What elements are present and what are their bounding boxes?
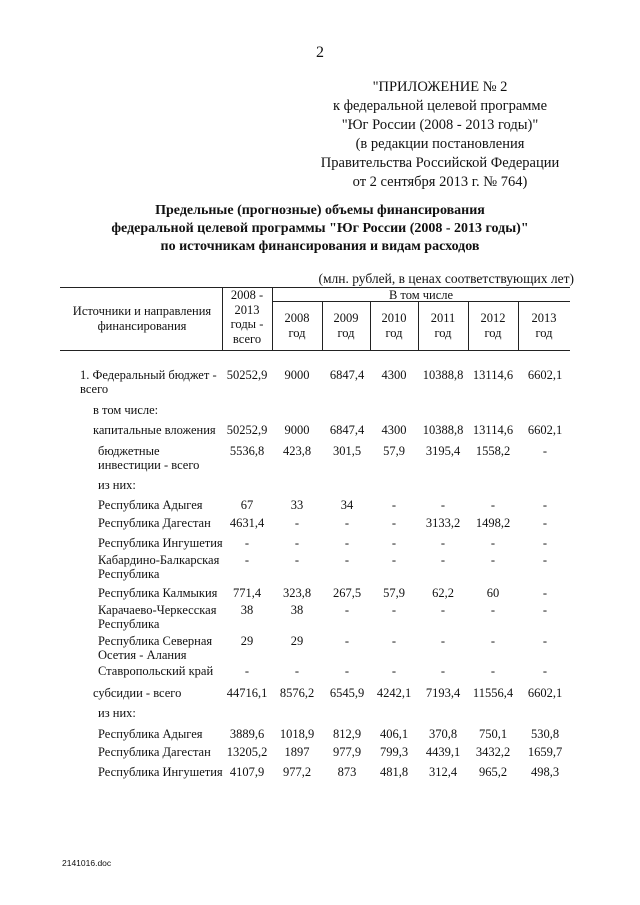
cell-year: 323,8 (282, 586, 312, 600)
cell-year: - (542, 603, 548, 617)
cell-year: 13114,6 (472, 423, 514, 437)
row-label (98, 553, 219, 581)
cell-year: 873 (337, 765, 357, 779)
cell-year: - (542, 553, 548, 567)
cell-total: 4107,9 (229, 765, 265, 779)
row-label (98, 765, 223, 779)
cell-year: 1558,2 (475, 444, 511, 458)
cell-year: - (391, 634, 397, 648)
cell-year: - (344, 516, 350, 530)
cell-year: 62,2 (432, 586, 454, 600)
appendix-line: Правительства Российской Федерации (320, 155, 560, 171)
row-label (98, 516, 211, 530)
row-label (98, 745, 211, 759)
row-label (93, 686, 181, 700)
row-label (93, 403, 158, 417)
cell-total: 38 (240, 603, 254, 617)
row-label-line: 1. Федеральный бюджет - (80, 368, 217, 382)
cell-year: 1659,7 (527, 745, 563, 759)
cell-year: 301,5 (332, 444, 362, 458)
cell-year: 4300 (381, 368, 407, 382)
cell-total: - (244, 553, 250, 567)
cell-year: 60 (486, 586, 500, 600)
cell-year: - (542, 634, 548, 648)
cell-year: 4439,1 (425, 745, 461, 759)
row-label-line: Республика Адыгея (98, 727, 203, 741)
cell-year: 10388,8 (422, 368, 464, 382)
cell-year: - (542, 664, 548, 678)
cell-total: 50252,9 (226, 368, 268, 382)
cell-year: 1018,9 (279, 727, 315, 741)
cell-year: - (391, 664, 397, 678)
cell-year: 423,8 (282, 444, 312, 458)
cell-year: 481,8 (379, 765, 409, 779)
row-label-line: Республика (98, 617, 160, 631)
header-year-unit: год (484, 326, 502, 340)
appendix-block (300, 78, 580, 192)
row-label-line: из них: (98, 478, 136, 492)
cell-year: 498,3 (530, 765, 560, 779)
cell-year: 38 (290, 603, 304, 617)
cell-year: 6602,1 (527, 423, 563, 437)
header-year (518, 311, 570, 341)
row-label-line: в том числе: (93, 403, 159, 417)
header-total-line: 2013 (234, 302, 260, 317)
cell-total: - (244, 664, 250, 678)
document-title (60, 202, 580, 256)
cell-year: 799,3 (379, 745, 409, 759)
row-label-line: Республика Адыгея (98, 498, 203, 512)
file-footer: 2141016.doc (62, 858, 112, 868)
cell-year: - (490, 603, 496, 617)
cell-year: 7193,4 (425, 686, 461, 700)
header-bottom-rule (60, 350, 570, 351)
header-total (222, 288, 272, 346)
cell-year: - (294, 536, 300, 550)
row-label (98, 478, 136, 492)
row-label (98, 664, 213, 678)
cell-year: 812,9 (332, 727, 362, 741)
cell-year: 370,8 (428, 727, 458, 741)
header-year-value: 2013 (531, 311, 557, 325)
cell-year: - (391, 603, 397, 617)
cell-year: - (542, 536, 548, 550)
row-label-line: Республика Дагестан (98, 745, 211, 759)
row-label-line: Осетия - Алания (98, 648, 187, 662)
header-source-line: Источники и направления (72, 304, 212, 318)
cell-year: 33 (290, 498, 304, 512)
appendix-line: "ПРИЛОЖЕНИЕ № 2 (372, 79, 508, 95)
cell-year: 57,9 (383, 444, 405, 458)
row-label-line: из них: (98, 706, 136, 720)
cell-year: 977,9 (332, 745, 362, 759)
cell-year: - (490, 664, 496, 678)
header-year-value: 2010 (381, 311, 407, 325)
cell-year: 29 (290, 634, 304, 648)
header-year (418, 311, 468, 341)
cell-year: - (294, 516, 300, 530)
cell-year: - (344, 553, 350, 567)
cell-year: 530,8 (530, 727, 560, 741)
cell-year: - (440, 498, 446, 512)
cell-year: - (490, 553, 496, 567)
header-year-unit: год (535, 326, 553, 340)
header-year-unit: год (337, 326, 355, 340)
cell-year: - (440, 634, 446, 648)
cell-total: 50252,9 (226, 423, 268, 437)
cell-year: - (391, 516, 397, 530)
row-label-line: субсидии - всего (93, 686, 182, 700)
header-year (272, 311, 322, 341)
cell-year: - (391, 498, 397, 512)
cell-year: 750,1 (478, 727, 508, 741)
header-year (370, 311, 418, 341)
row-label-line: Карачаево-Черкесская (98, 603, 217, 617)
cell-year: 3195,4 (425, 444, 461, 458)
header-total-line: годы - (230, 317, 264, 331)
row-label (98, 634, 212, 662)
row-label-line: Республика Дагестан (98, 516, 211, 530)
cell-year: - (344, 603, 350, 617)
header-year-value: 2009 (333, 311, 359, 325)
cell-year: 9000 (284, 368, 310, 382)
row-label-line: Кабардино-Балкарская (98, 553, 220, 567)
cell-year: 6602,1 (527, 686, 563, 700)
appendix-line: от 2 сентября 2013 г. № 764) (352, 174, 528, 190)
row-label (98, 586, 217, 600)
cell-year: 406,1 (379, 727, 409, 741)
header-year-value: 2011 (430, 311, 456, 325)
cell-year: - (542, 444, 548, 458)
appendix-line: к федеральной целевой программе (332, 98, 548, 114)
cell-total: 4631,4 (229, 516, 265, 530)
cell-year: 4242,1 (376, 686, 412, 700)
header-year-value: 2012 (480, 311, 506, 325)
appendix-line: (в редакции постановления (355, 136, 525, 152)
row-label (80, 368, 217, 396)
cell-year: - (542, 586, 548, 600)
cell-year: 34 (340, 498, 354, 512)
cell-year: - (490, 536, 496, 550)
row-label-line: Республика Северная (98, 634, 213, 648)
cell-year: 57,9 (383, 586, 405, 600)
cell-year: - (440, 603, 446, 617)
cell-year: 11556,4 (472, 686, 514, 700)
row-label (98, 603, 216, 631)
title-line: Предельные (прогнозные) объемы финансирования (155, 203, 485, 218)
title-line: по источникам финансирования и видам расходов (160, 239, 480, 254)
header-source-line: финансирования (97, 319, 187, 333)
cell-year: 10388,8 (422, 423, 464, 437)
cell-total: 13205,2 (226, 745, 268, 759)
page-number: 2 (316, 44, 324, 61)
cell-year: - (344, 634, 350, 648)
cell-year: - (294, 664, 300, 678)
row-label-line: капитальные вложения (93, 423, 216, 437)
cell-year: - (440, 536, 446, 550)
cell-year: - (294, 553, 300, 567)
header-in-that-number: В том числе (388, 288, 454, 302)
header-total-line: 2008 - (230, 288, 264, 302)
header-total-line: всего (232, 331, 262, 346)
cell-year: - (542, 498, 548, 512)
units-note: (млн. рублей, в ценах соответствующих лет) (318, 271, 574, 286)
title-line: федеральной целевой программы "Юг России (2008 - 2013 годы)" (111, 221, 529, 236)
appendix-line: "Юг России (2008 - 2013 годы)" (341, 117, 539, 133)
row-label-line: бюджетные (98, 444, 160, 458)
cell-total: 5536,8 (229, 444, 265, 458)
cell-year: 9000 (284, 423, 310, 437)
cell-year: - (490, 498, 496, 512)
cell-year: 13114,6 (472, 368, 514, 382)
cell-year: 1498,2 (475, 516, 511, 530)
cell-total: 44716,1 (226, 686, 268, 700)
cell-year: 312,4 (428, 765, 458, 779)
cell-total: 771,4 (232, 586, 262, 600)
cell-year: 6847,4 (329, 368, 365, 382)
header-source (62, 304, 222, 334)
header-year-unit: год (385, 326, 403, 340)
cell-total: 29 (240, 634, 254, 648)
cell-year: - (440, 664, 446, 678)
cell-total: - (244, 536, 250, 550)
row-label-line: Ставропольский край (98, 664, 214, 678)
cell-year: 8576,2 (279, 686, 315, 700)
cell-year: 267,5 (332, 586, 362, 600)
cell-total: 67 (240, 498, 254, 512)
row-label (98, 444, 199, 472)
cell-year: 3133,2 (425, 516, 461, 530)
row-label (98, 706, 136, 720)
header-year-unit: год (288, 326, 306, 340)
cell-year: - (542, 516, 548, 530)
cell-year: - (344, 664, 350, 678)
row-label-line: всего (80, 382, 109, 396)
cell-year: - (490, 634, 496, 648)
cell-year: 965,2 (478, 765, 508, 779)
header-year-unit: год (434, 326, 452, 340)
row-label (98, 536, 223, 550)
cell-year: - (440, 553, 446, 567)
row-label-line: Республика Ингушетия (98, 536, 223, 550)
row-label-line: Республика Ингушетия (98, 765, 223, 779)
cell-year: 977,2 (282, 765, 312, 779)
cell-total: 3889,6 (229, 727, 265, 741)
header-year-value: 2008 (284, 311, 310, 325)
cell-year: - (391, 553, 397, 567)
row-label (93, 423, 216, 437)
row-label-line: инвестиции - всего (98, 458, 200, 472)
row-label (98, 498, 203, 512)
row-label-line: Республика Калмыкия (98, 586, 218, 600)
cell-year: 3432,2 (475, 745, 511, 759)
cell-year: 1897 (284, 745, 310, 759)
cell-year: 4300 (381, 423, 407, 437)
row-label (98, 727, 203, 741)
cell-year: 6545,9 (329, 686, 365, 700)
row-label-line: Республика (98, 567, 160, 581)
cell-year: - (344, 536, 350, 550)
cell-year: 6602,1 (527, 368, 563, 382)
header-year (322, 311, 370, 341)
cell-year: - (391, 536, 397, 550)
cell-year: 6847,4 (329, 423, 365, 437)
header-year (468, 311, 518, 341)
